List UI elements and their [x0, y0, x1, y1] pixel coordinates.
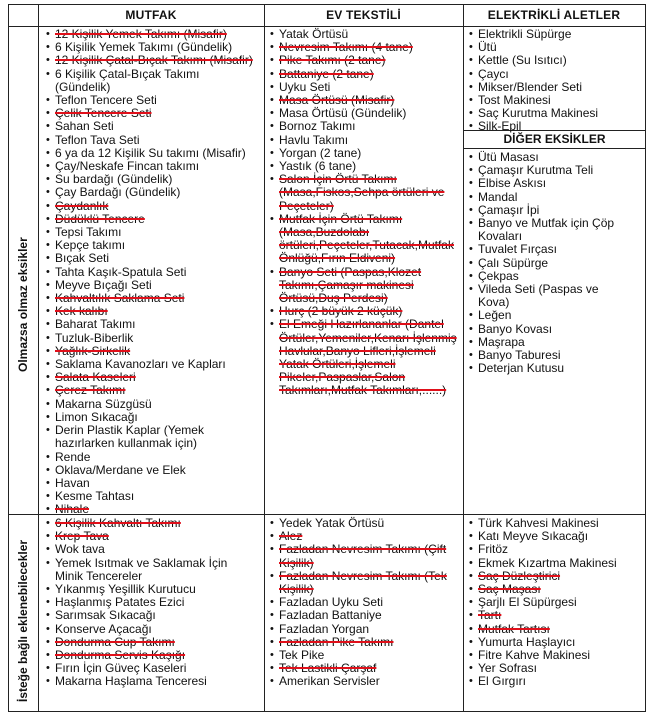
list-item: • Çay/Neskafe Fincan takımı: [45, 160, 263, 173]
list-item: • Amerikan Servisler: [269, 675, 461, 688]
list-item: • Elektrikli Süpürge: [468, 28, 644, 41]
list-item: • Ütü: [468, 41, 644, 54]
list-item: • Maşrapa: [468, 336, 644, 349]
list-item: • Yastık (6 tane): [269, 160, 461, 173]
list-item: • Tek Pike: [269, 649, 461, 662]
header-diger-eksikler: DİĞER EKSİKLER: [503, 132, 606, 146]
list-item: • Havlu Takımı: [269, 134, 461, 147]
header-elektrikli-aletler: ELEKTRİKLİ ALETLER: [487, 8, 621, 22]
list-item: • Banyo ve Mutfak için Çöp Kovaları: [468, 217, 644, 243]
list-item: • Silk-Epil: [468, 120, 644, 133]
list-item: • Su bardağı (Gündelik): [45, 173, 263, 186]
list-item: • Teflon Tencere Seti: [45, 94, 263, 107]
list-item: • Çelik Tencere Seti: [45, 107, 263, 120]
list-item: • Banyo Kovası: [468, 323, 644, 336]
list-item: • Vileda Seti (Paspas ve Kova): [468, 283, 644, 309]
list-item: • Tuzluk-Biberlik: [45, 332, 263, 345]
list-item: • Kek kalıbı: [45, 305, 263, 318]
list-item: • Bornoz Takımı: [269, 120, 461, 133]
list-item: • Makarna Haşlama Tenceresi: [45, 675, 263, 688]
list-item: • Saklama Kavanozları ve Kapları: [45, 358, 263, 371]
row-label-optional: İsteğe bağlı eklenebilecekler: [16, 539, 30, 702]
list-item: • Pike Takımı (2 tane): [269, 54, 461, 67]
list-item: • Yumurta Haşlayıcı: [468, 636, 644, 649]
table-border-bottom: [8, 711, 646, 712]
required-elektrikli-aletler-list: [468, 28, 644, 134]
list-item: • Dondurma Servis Kaşığı: [45, 649, 263, 662]
list-item: • Masa Örtüsü (Gündelik): [269, 107, 461, 120]
list-item: • Çerez Takımı: [45, 384, 263, 397]
list-item: • Ütü Masası: [468, 151, 644, 164]
list-item: • 6 Kişilik Çatal-Bıçak Takımı (Gündelik): [45, 68, 263, 94]
optional-ev-tekstili-list: [269, 517, 461, 689]
list-item: • Hurç (2 büyük 2 küçük): [269, 305, 461, 318]
list-item: • Masa Örtüsü (Misafir): [269, 94, 461, 107]
list-item: • 12 Kişilik Yemek Takımı (Misafir): [45, 28, 263, 41]
mutfak-column-divider: [264, 4, 265, 712]
list-item: • 6 Kişilik Yemek Takımı (Gündelik): [45, 41, 263, 54]
list-item: • Tartı: [468, 609, 644, 622]
label-column-divider: [38, 4, 39, 712]
list-item: • 6 ya da 12 Kişilik Su takımı (Misafir): [45, 147, 263, 160]
list-item: • Tost Makinesi: [468, 94, 644, 107]
list-item: • Çay Bardağı (Gündelik): [45, 186, 263, 199]
list-item: • Fitre Kahve Makinesi: [468, 649, 644, 662]
list-item: • Mutfak Tartısı: [468, 623, 644, 636]
list-item: • Nihale: [45, 503, 263, 516]
list-item: • Yer Sofrası: [468, 662, 644, 675]
list-item: • Haşlanmış Patates Ezici: [45, 596, 263, 609]
list-item: • Sahan Seti: [45, 120, 263, 133]
list-item: • Havan: [45, 477, 263, 490]
list-item: • Salon İçin Örtü Takımı (Masa,Fiskos,Sehpa örtüleri ve Peçeteler): [269, 173, 461, 213]
list-item: • Deterjan Kutusu: [468, 362, 644, 375]
list-item: • El Gırgırı: [468, 675, 644, 688]
list-item: • Mandal: [468, 191, 644, 204]
row-label-required: Olmazsa olmaz eksikler: [16, 237, 30, 372]
optional-mutfak-list: [45, 517, 263, 689]
list-item: • Düdüklü Tencere: [45, 213, 263, 226]
list-item: • Yağlık-Sirkelik: [45, 345, 263, 358]
list-item: • Oklava/Merdane ve Elek: [45, 464, 263, 477]
list-item: • Çekpas: [468, 270, 644, 283]
list-item: • Alez: [269, 530, 461, 543]
list-item: • Mikser/Blender Seti: [468, 81, 644, 94]
required-diger-eksikler-list: [468, 151, 644, 375]
list-item: • Mutfak İçin Örtü Takımı (Masa,Buzdolabı örtüleri,Peçeteler,Tutacak,Mutfak Önlüğü,Fırın Eldiveni): [269, 213, 461, 266]
list-item: • Banyo Taburesi: [468, 349, 644, 362]
list-item: • Tek Lastikli Çarşaf: [269, 662, 461, 675]
list-item: • Yorgan (2 tane): [269, 147, 461, 160]
optional-elektrikli-aletler-list: [468, 517, 644, 689]
list-item: • Saç Maşası: [468, 583, 644, 596]
diger-eksikler-header-divider: [464, 148, 646, 149]
list-item: • Şarjlı El Süpürgesi: [468, 596, 644, 609]
list-item: • Fırın İçin Güveç Kaseleri: [45, 662, 263, 675]
list-item: • Çamaşır Kurutma Teli: [468, 164, 644, 177]
list-item: • Yedek Yatak Örtüsü: [269, 517, 461, 530]
list-item: • Salata Kaseleri: [45, 371, 263, 384]
header-ev-tekstili: EV TEKSTİLİ: [326, 8, 401, 22]
table-border-right: [645, 4, 646, 712]
list-item: • Dondurma Cup Takımı: [45, 636, 263, 649]
list-item: • Katı Meyve Sıkacağı: [468, 530, 644, 543]
list-item: • Battaniye (2 tane): [269, 68, 461, 81]
list-item: • Çalı Süpürge: [468, 257, 644, 270]
list-item: • Çaycı: [468, 68, 644, 81]
list-item: • Wok tava: [45, 543, 263, 556]
table-border-left: [8, 4, 9, 712]
list-item: • Banyo Seti (Paspas,Klozet Takımı,Çamaşır makinesi Örtüsü,Duş Perdesi): [269, 266, 461, 306]
list-item: • Fazladan Pike Takımı: [269, 636, 461, 649]
list-item: • Tuvalet Fırçası: [468, 243, 644, 256]
list-item: • Uyku Seti: [269, 81, 461, 94]
list-item: • Türk Kahvesi Makinesi: [468, 517, 644, 530]
list-item: • Kepçe takımı: [45, 239, 263, 252]
list-item: • Fazladan Battaniye: [269, 609, 461, 622]
ev-tekstili-column-divider: [463, 4, 464, 712]
list-item: • Teflon Tava Seti: [45, 134, 263, 147]
list-item: • Makarna Süzgüsü: [45, 398, 263, 411]
list-item: • Bıçak Seti: [45, 252, 263, 265]
list-item: • Fazladan Yorgan: [269, 623, 461, 636]
list-item: • Fazladan Nevresim Takımı (Çift Kişilik): [269, 543, 461, 569]
list-item: • Konserve Açacağı: [45, 623, 263, 636]
list-item: • Elbise Askısı: [468, 177, 644, 190]
list-item: • Kesme Tahtası: [45, 490, 263, 503]
list-item: • Fritöz: [468, 543, 644, 556]
list-item: • 6 Kişilik Kahvaltı Takımı: [45, 517, 263, 530]
list-item: • Limon Sıkacağı: [45, 411, 263, 424]
list-item: • Fazladan Uyku Seti: [269, 596, 461, 609]
list-item: • Yemek Isıtmak ve Saklamak İçin Minik Tencereler: [45, 557, 263, 583]
list-item: • Kahvaltılık Saklama Seti: [45, 292, 263, 305]
list-item: • Kettle (Su Isıtıcı): [468, 54, 644, 67]
list-item: • Sarımsak Sıkacağı: [45, 609, 263, 622]
list-item: • 12 Kişilik Çatal-Bıçak Takımı (Misafir): [45, 54, 263, 67]
list-item: • Leğen: [468, 309, 644, 322]
list-item: • Baharat Takımı: [45, 318, 263, 331]
list-item: • Rende: [45, 451, 263, 464]
header-mutfak: MUTFAK: [125, 8, 177, 22]
list-item: • Yatak Örtüsü: [269, 28, 461, 41]
list-item: • El Emeği Hazırlananlar (Dantel Örtüler,Yemeniler,Kenarı İşlenmiş Havlular,Banyo Lifleri,İşlemeli Yatak Örtüleri,İşlemeli Pikeler,Paspaslar,Salon Takımları,Mutfak Takımları,......): [269, 318, 461, 397]
list-item: • Tepsi Takımı: [45, 226, 263, 239]
list-item: • Saç Düzleştirici: [468, 570, 644, 583]
list-item: • Meyve Bıçağı Seti: [45, 279, 263, 292]
list-item: • Çaydanlık: [45, 200, 263, 213]
list-item: • Tahta Kaşık-Spatula Seti: [45, 266, 263, 279]
list-item: • Derin Plastik Kaplar (Yemek hazırlarken kullanmak için): [45, 424, 263, 450]
list-item: • Saç Kurutma Makinesi: [468, 107, 644, 120]
list-item: • Krep Tava: [45, 530, 263, 543]
required-ev-tekstili-list: [269, 28, 461, 398]
list-item: • Fazladan Nevresim Takımı (Tek Kişilik): [269, 570, 461, 596]
list-item: • Ekmek Kızartma Makinesi: [468, 557, 644, 570]
required-mutfak-list: [45, 28, 263, 517]
list-item: • Yıkanmış Yeşillik Kurutucu: [45, 583, 263, 596]
list-item: • Nevresim Takımı (4 tane): [269, 41, 461, 54]
list-item: • Çamaşır İpi: [468, 204, 644, 217]
